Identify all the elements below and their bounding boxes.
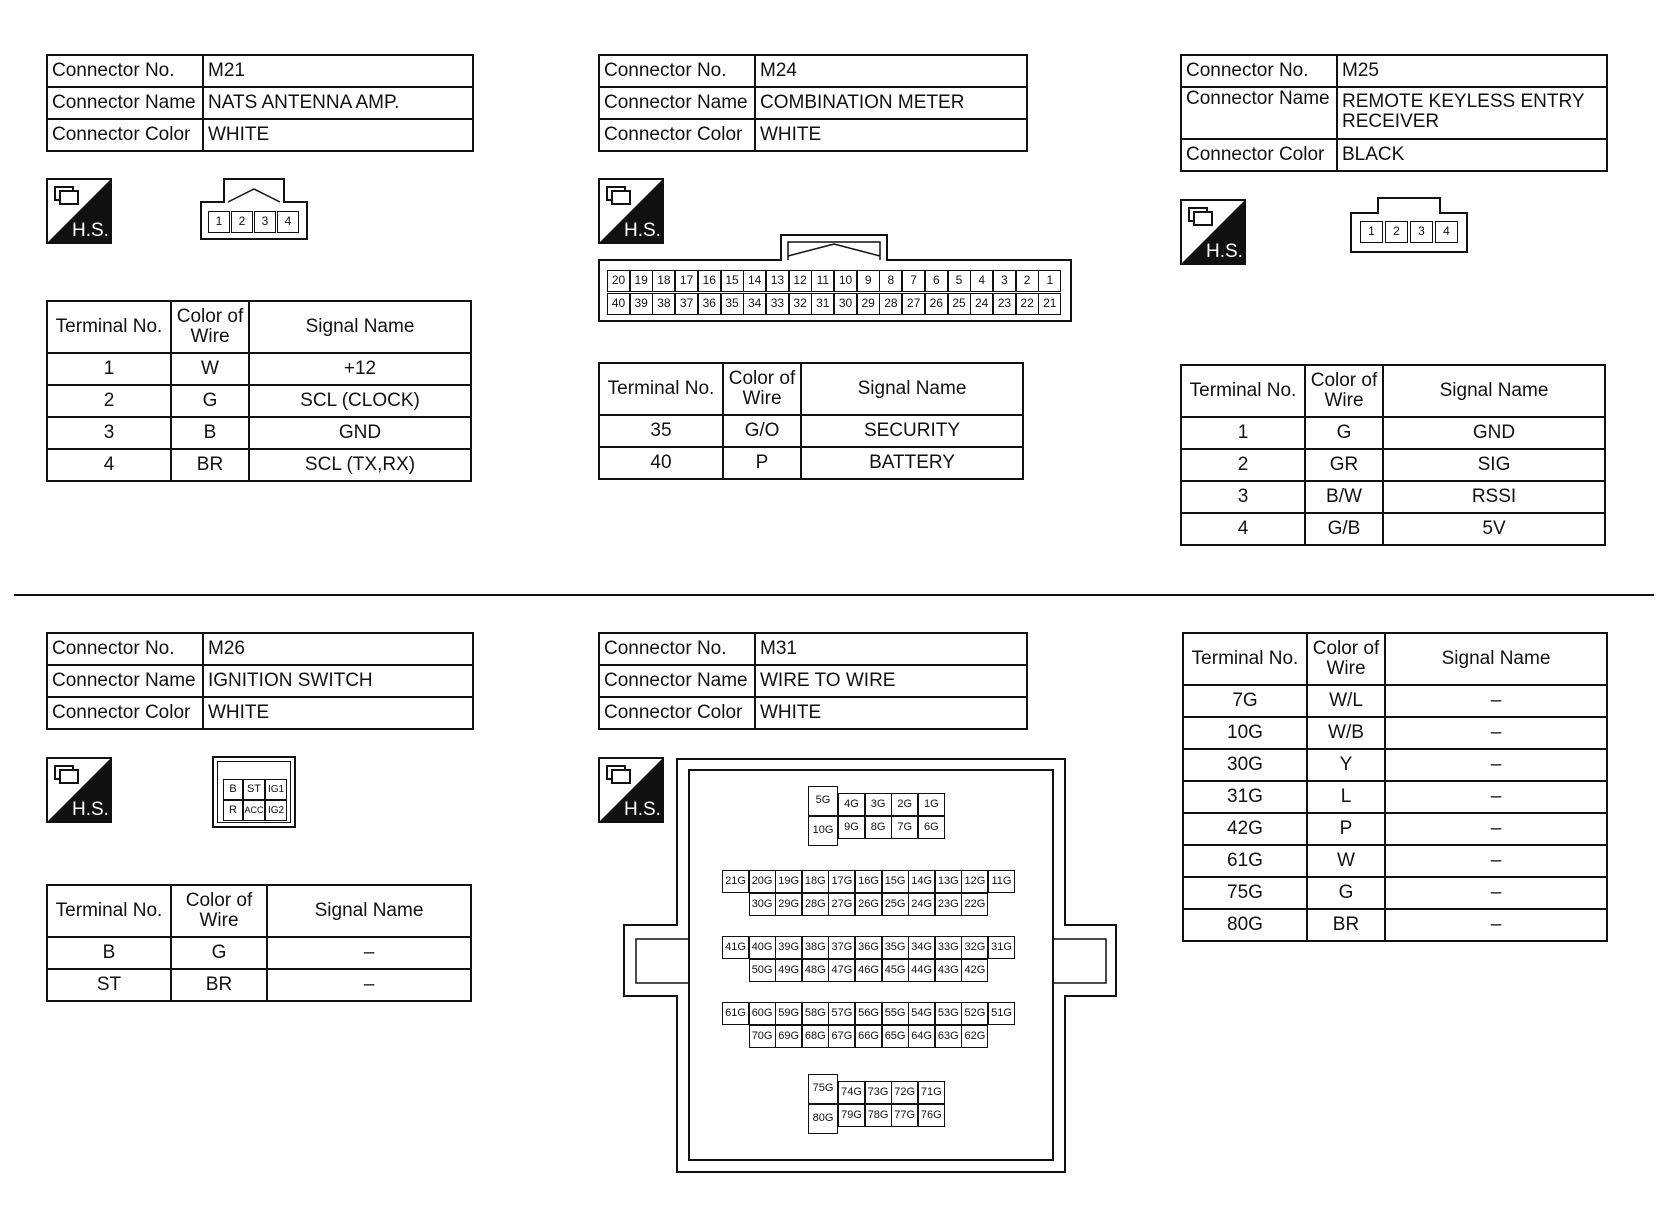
cavity: 20G [749,870,776,893]
cavity: 23 [993,293,1016,315]
connector-color-value: WHITE [755,697,1027,729]
cavity: 12 [789,270,812,292]
connector-color-value: WHITE [203,119,473,151]
cavity: 8G [865,816,892,839]
m31-connector-face [622,758,1118,1174]
connector-name-label: Connector Name [599,665,755,697]
cavity: IG2 [265,800,287,821]
cavity: 63G [935,1025,962,1048]
table-row: 80G BR – [1183,909,1607,941]
cavity: 74G [838,1081,865,1104]
connector-name-value: WIRE TO WIRE [755,665,1027,697]
connector-name-value: REMOTE KEYLESS ENTRY RECEIVER [1337,87,1607,139]
color-of-wire-header: Color of Wire [171,301,249,353]
cavity: 59G [775,1002,802,1025]
cavity: B [223,779,243,800]
connector-no-value: M26 [203,633,473,665]
connector-no-value: M31 [755,633,1027,665]
cavity: 7G [891,816,918,839]
cavity: 43G [935,959,962,982]
connector-no-label: Connector No. [47,633,203,665]
cavity: 17 [675,270,698,292]
cavity: 13 [766,270,789,292]
connector-no-value: M24 [755,55,1027,87]
cavity: 25G [882,893,909,916]
cavity: 77G [891,1104,918,1127]
cavity: 12G [961,870,988,893]
cavity: 14G [908,870,935,893]
table-row: 7G W/L – [1183,685,1607,717]
cavity: 79G [838,1104,865,1127]
table-row: 35 G/O SECURITY [599,415,1023,447]
cavity: 18 [652,270,675,292]
cavity: 4 [277,211,299,233]
cavity: 27 [902,293,925,315]
cavity: 61G [722,1002,749,1025]
signal-name-header: Signal Name [801,363,1023,415]
m26-info-table [46,632,474,730]
cavity: 22 [1016,293,1039,315]
cavity: 14 [743,270,766,292]
cavity: 53G [935,1002,962,1025]
connector-color-value: WHITE [755,119,1027,151]
cavity: 34 [743,293,766,315]
connector-no-value: M25 [1337,55,1607,87]
hs-label: H.S. [624,220,661,241]
cavity: 52G [961,1002,988,1025]
hs-icon [1180,199,1246,265]
cavity: 26G [855,893,882,916]
hs-label: H.S. [72,220,109,241]
cavity: 1 [1360,221,1383,243]
table-row: 40 P BATTERY [599,447,1023,479]
cavity: 69G [775,1025,802,1048]
connector-name-label: Connector Name [47,87,203,119]
signal-name-header: Signal Name [249,301,471,353]
cavity: 50G [749,959,776,982]
cavity: 3 [993,270,1016,292]
connector-color-label: Connector Color [47,697,203,729]
cavity: 17G [828,870,855,893]
cavity: 27G [828,893,855,916]
cavity: 66G [855,1025,882,1048]
connector-no-label: Connector No. [599,633,755,665]
cavity: 67G [828,1025,855,1048]
cavity: 9G [838,816,865,839]
cavity: 4G [838,793,865,816]
cavity: 80G [808,1104,838,1134]
table-row: 4 G/B 5V [1181,513,1605,545]
color-of-wire-header: Color of Wire [171,885,267,937]
m24-connector-face [598,234,1072,322]
connector-no-value: M21 [203,55,473,87]
table-row: 1 W +12 [47,353,471,385]
connector-no-label: Connector No. [47,55,203,87]
cavity: 16G [855,870,882,893]
connector-name-value: COMBINATION METER [755,87,1027,119]
cavity: 68G [802,1025,829,1048]
cavity: 75G [808,1074,838,1104]
cavity: 2 [231,211,253,233]
cavity: 21 [1038,293,1061,315]
hs-label: H.S. [1206,241,1243,262]
cavity: 76G [918,1104,945,1127]
cavity: 4 [1435,221,1458,243]
connector-color-value: WHITE [203,697,473,729]
table-row: 4 BR SCL (TX,RX) [47,449,471,481]
cavity: 1 [208,211,230,233]
terminal-no-header: Terminal No. [47,301,171,353]
cavity: 39 [630,293,653,315]
signal-name-header: Signal Name [1383,365,1605,417]
section-divider [14,594,1654,596]
cavity: 24 [970,293,993,315]
cavity: R [223,800,243,821]
cavity: 9 [857,270,880,292]
cavity: 5 [948,270,971,292]
cavity: 13G [935,870,962,893]
hs-label: H.S. [72,799,109,820]
cavity: ACC [243,800,265,821]
cavity: 38G [802,936,829,959]
cavity: 39G [775,936,802,959]
connector-no-label: Connector No. [599,55,755,87]
connector-no-label: Connector No. [1181,55,1337,87]
cavity: 3 [254,211,276,233]
table-row: 2 G SCL (CLOCK) [47,385,471,417]
cavity: 1 [1038,270,1061,292]
cavity: 60G [749,1002,776,1025]
cavity: 57G [828,1002,855,1025]
cavity: 18G [802,870,829,893]
cavity: 36G [855,936,882,959]
cavity: ST [243,779,265,800]
cavity: 73G [865,1081,892,1104]
signal-name-header: Signal Name [1385,633,1607,685]
table-row: 2 GR SIG [1181,449,1605,481]
connector-color-value: BLACK [1337,139,1607,171]
cavity: 20 [607,270,630,292]
cavity: 47G [828,959,855,982]
cavity: 64G [908,1025,935,1048]
cavity: 41G [722,936,749,959]
cavity: 31G [988,936,1015,959]
cavity: 44G [908,959,935,982]
cavity: 22G [961,893,988,916]
cavity: 19G [775,870,802,893]
cavity: 25 [948,293,971,315]
m21-terminal-table [46,300,472,482]
table-row: 31G L – [1183,781,1607,813]
table-row: 1 G GND [1181,417,1605,449]
table-row: 42G P – [1183,813,1607,845]
cavity: 32 [789,293,812,315]
hs-icon [46,178,112,244]
cavity: 37G [828,936,855,959]
cavity: 49G [775,959,802,982]
connector-color-label: Connector Color [599,119,755,151]
cavity: 40 [607,293,630,315]
cavity: 36 [698,293,721,315]
cavity: 33G [935,936,962,959]
connector-name-value: IGNITION SWITCH [203,665,473,697]
cavity: 10G [808,816,838,846]
color-of-wire-header: Color of Wire [723,363,801,415]
table-row: 3 B GND [47,417,471,449]
hs-icon [46,757,112,823]
m21-info-table [46,54,474,152]
cavity: 45G [882,959,909,982]
color-of-wire-header: Color of Wire [1307,633,1385,685]
cavity: 33 [766,293,789,315]
terminal-no-header: Terminal No. [47,885,171,937]
cavity: 2 [1016,270,1039,292]
table-row: 30G Y – [1183,749,1607,781]
cavity: 40G [749,936,776,959]
table-row: B G – [47,937,471,969]
cavity: 55G [882,1002,909,1025]
connector-color-label: Connector Color [599,697,755,729]
cavity: 54G [908,1002,935,1025]
cavity: 65G [882,1025,909,1048]
cavity: 1G [918,793,945,816]
cavity: 5G [808,786,838,816]
cavity: 7 [902,270,925,292]
m26-terminal-table [46,884,472,1002]
m21-connector-face [200,178,308,240]
hs-label: H.S. [624,799,661,820]
cavity: 24G [908,893,935,916]
connector-name-label: Connector Name [47,665,203,697]
cavity: 29 [857,293,880,315]
cavity: 23G [935,893,962,916]
terminal-no-header: Terminal No. [599,363,723,415]
m25-terminal-table [1180,364,1606,546]
cavity: 21G [722,870,749,893]
m24-info-table [598,54,1028,152]
connector-color-label: Connector Color [47,119,203,151]
cavity: 30 [834,293,857,315]
cavity: 15 [721,270,744,292]
cavity: 31 [811,293,834,315]
cavity: 70G [749,1025,776,1048]
cavity: 11G [988,870,1015,893]
connector-name-value: NATS ANTENNA AMP. [203,87,473,119]
table-row: 3 B/W RSSI [1181,481,1605,513]
terminal-no-header: Terminal No. [1183,633,1307,685]
m25-info-table [1180,54,1608,172]
cavity: 10 [834,270,857,292]
m26-connector-face [212,756,296,828]
cavity: 6G [918,816,945,839]
cavity: 4 [970,270,993,292]
cavity: 32G [961,936,988,959]
terminal-no-header: Terminal No. [1181,365,1305,417]
cavity: 34G [908,936,935,959]
cavity: 35G [882,936,909,959]
cavity: 3 [1410,221,1433,243]
connector-color-label: Connector Color [1181,139,1337,171]
cavity: 35 [721,293,744,315]
cavity: 6 [925,270,948,292]
table-row: 75G G – [1183,877,1607,909]
cavity: 58G [802,1002,829,1025]
cavity: 2 [1385,221,1408,243]
cavity: 46G [855,959,882,982]
cavity: 72G [891,1081,918,1104]
m31-info-table [598,632,1028,730]
cavity: 28G [802,893,829,916]
cavity: 8 [879,270,902,292]
color-of-wire-header: Color of Wire [1305,365,1383,417]
cavity: 51G [988,1002,1015,1025]
cavity: 48G [802,959,829,982]
cavity: 56G [855,1002,882,1025]
connector-name-label: Connector Name [599,87,755,119]
connector-name-label: Connector Name [1181,87,1337,139]
table-row: ST BR – [47,969,471,1001]
m25-connector-face [1350,197,1468,253]
table-row: 61G W – [1183,845,1607,877]
cavity: IG1 [265,779,287,800]
cavity: 28 [879,293,902,315]
cavity: 42G [961,959,988,982]
cavity: 62G [961,1025,988,1048]
cavity: 3G [865,793,892,816]
cavity: 30G [749,893,776,916]
cavity: 19 [630,270,653,292]
cavity: 11 [811,270,834,292]
cavity: 71G [918,1081,945,1104]
cavity: 78G [865,1104,892,1127]
cavity: 29G [775,893,802,916]
cavity: 2G [891,793,918,816]
cavity: 37 [675,293,698,315]
cavity: 15G [882,870,909,893]
cavity: 16 [698,270,721,292]
table-row: 10G W/B – [1183,717,1607,749]
cavity: 26 [925,293,948,315]
m24-terminal-table [598,362,1024,480]
signal-name-header: Signal Name [267,885,471,937]
cavity: 38 [652,293,675,315]
m31-terminal-table [1182,632,1608,942]
